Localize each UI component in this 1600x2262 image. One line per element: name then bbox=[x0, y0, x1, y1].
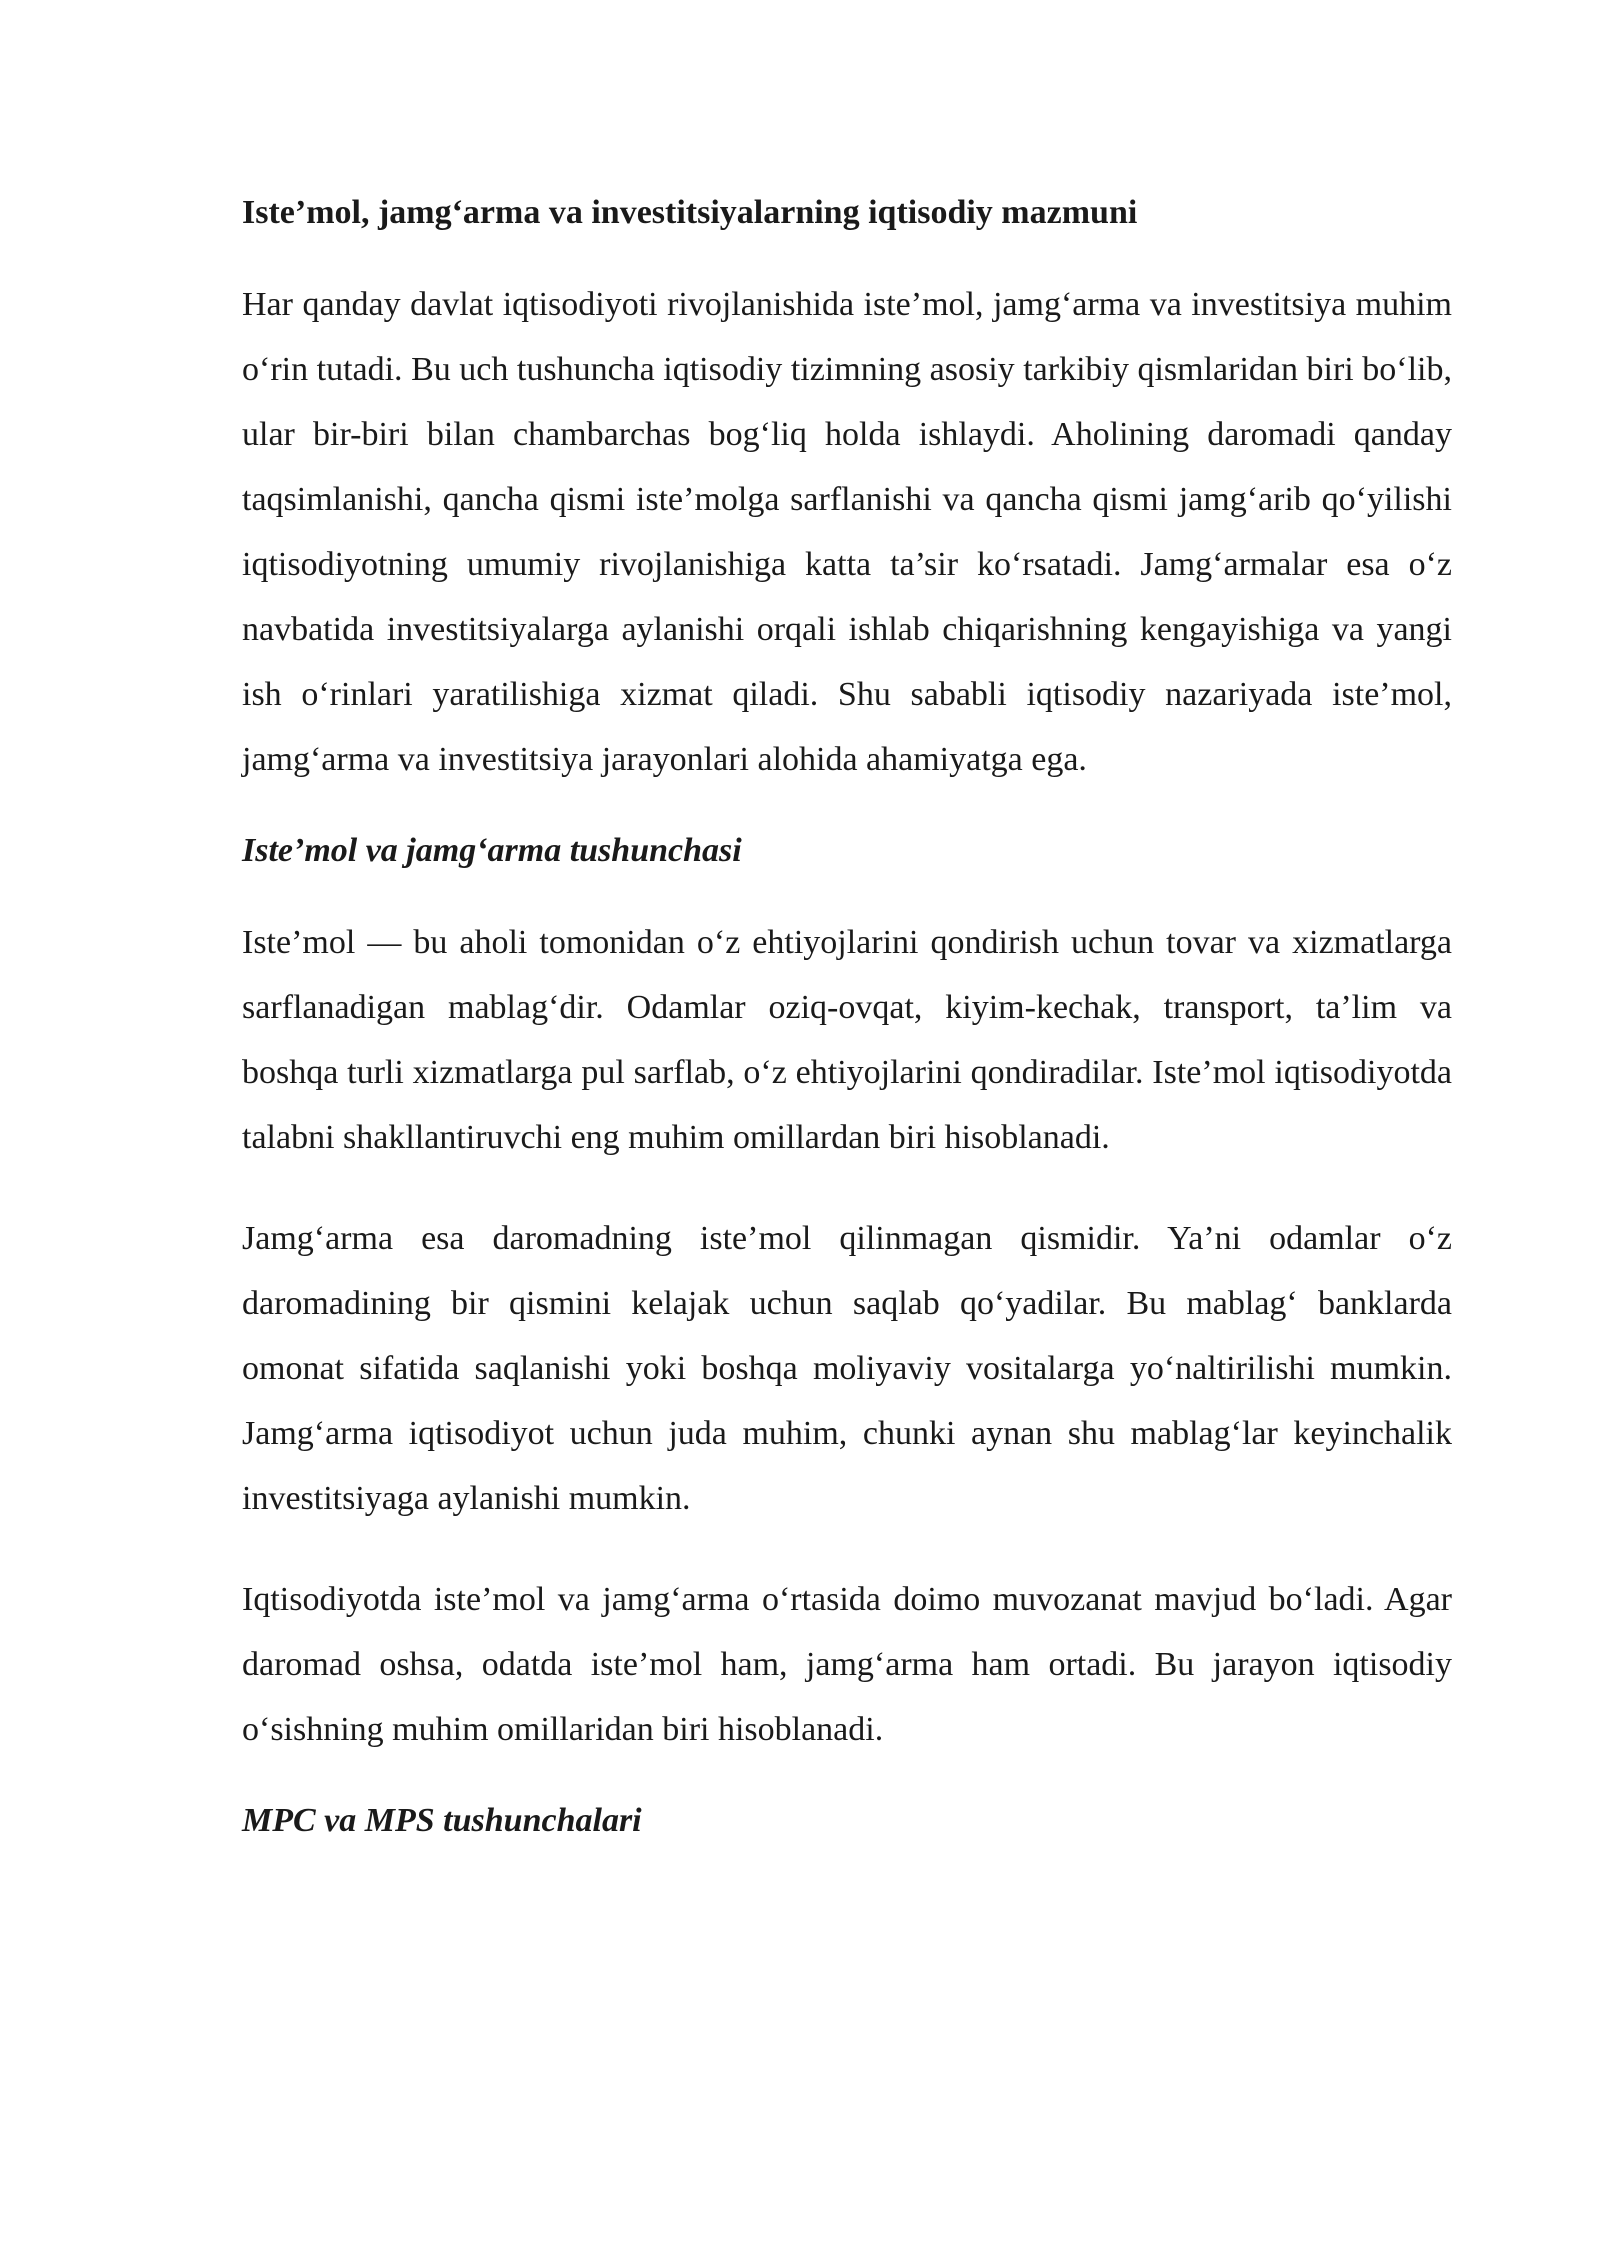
document-title: Iste’mol, jamg‘arma va investitsiyalarning iqtisodiy mazmuni bbox=[242, 194, 1138, 231]
intro-paragraph: Har qanday davlat iqtisodiyoti rivojlanishida iste’mol, jamg‘arma va investitsiya muhim o‘rin tutadi. Bu uch tushuncha iqtisodiy tizimning asosiy tarkibiy qismlaridan biri bo‘lib, ular bir-biri bilan chambarchas bog‘liq holda ishlaydi. Aholining daromadi qanday taqsimlanishi, qancha qismi iste’molga sarflanishi va qancha qismi jamg‘arib qo‘yilishi iqtisodiyotning umumiy rivojlanishiga katta ta’sir ko‘rsatadi. Jamg‘armalar esa o‘z navbatida investitsiyalarga aylanishi orqali ishlab chiqarishning kengayishiga va yangi ish o‘rinlari yaratilishiga xizmat qiladi. Shu sababli iqtisodiy nazariyada iste’mol, jamg‘arma va investitsiya jarayonlari alohida ahamiyatga ega. bbox=[242, 286, 1452, 778]
paragraph-consumption: Iste’mol — bu aholi tomonidan o‘z ehtiyojlarini qondirish uchun tovar va xizmatlarga sarflanadigan mablag‘dir. Odamlar oziq-ovqat, kiyim-kechak, transport, ta’lim va boshqa turli xizmatlarga pul sarflab, o‘z ehtiyojlarini qondiradilar. Iste’mol iqtisodiyotda talabni shakllantiruvchi eng muhim omillardan biri hisoblanadi. bbox=[242, 924, 1452, 1156]
section-heading-consumption-saving: Iste’mol va jamg‘arma tushunchasi bbox=[242, 832, 742, 869]
section-heading-mpc-mps: MPC va MPS tushunchalari bbox=[242, 1802, 642, 1839]
paragraph-saving: Jamg‘arma esa daromadning iste’mol qilinmagan qismidir. Ya’ni odamlar o‘z daromadining bir qismini kelajak uchun saqlab qo‘yadilar. Bu mablag‘ banklarda omonat sifatida saqlanishi yoki boshqa moliyaviy vositalarga yo‘naltirilishi mumkin. Jamg‘arma iqtisodiyot uchun juda muhim, chunki aynan shu mablag‘lar keyinchalik investitsiyaga aylanishi mumkin. bbox=[242, 1220, 1452, 1517]
paragraph-balance: Iqtisodiyotda iste’mol va jamg‘arma o‘rtasida doimo muvozanat mavjud bo‘ladi. Agar daromad oshsa, odatda iste’mol ham, jamg‘arma ham ortadi. Bu jarayon iqtisodiy o‘sishning muhim omillaridan biri hisoblanadi. bbox=[242, 1581, 1452, 1748]
document-page bbox=[242, 190, 1452, 1880]
